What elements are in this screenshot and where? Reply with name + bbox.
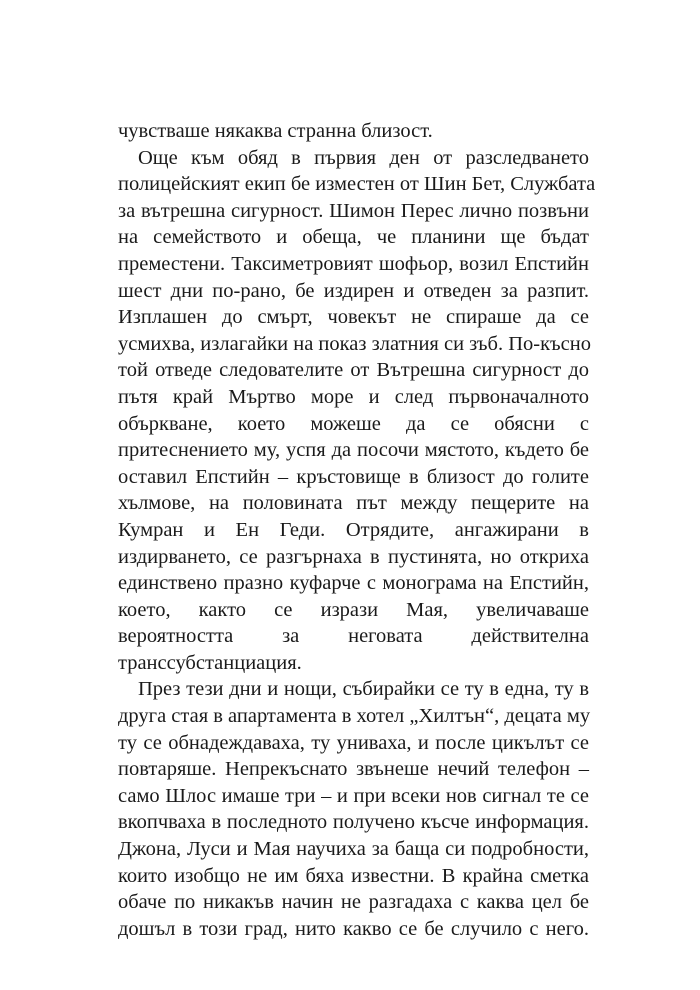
text-line: полицейският екип бе изместен от Шин Бет, Службата (118, 173, 596, 196)
paragraph-2 (118, 145, 596, 677)
text-line: само Шлос имаше три – и при всеки нов сигнал те се (118, 784, 589, 807)
text-line: транссубстанциация. (118, 651, 302, 674)
text-line: той отведе следователите от Вътрешна сигурност до (118, 359, 589, 382)
text-line: което, както се изрази Мая, увеличаваше (118, 598, 589, 621)
text-line: ту се обнадеждаваха, ту униваха, и после цикълът се (118, 731, 589, 754)
text-line: вкопчваха в последното получено късче информация. (118, 811, 589, 834)
text-line: вероятността за неговата действителна (118, 625, 589, 648)
paragraph-3 (118, 676, 589, 942)
text-line: друга стая в апартамента в хотел „Хилтън“, децата му (118, 705, 591, 728)
text-line: Още към обяд в първия ден от разследването (138, 146, 589, 169)
text-line: чувстваше някаква странна близост. (118, 120, 433, 142)
text-line: единствено празно куфарче с монограма на Епстийн, (118, 572, 589, 595)
text-line: повтаряше. Непрекъснато звънеше нечий телефон – (118, 758, 589, 781)
text-line: обаче по никакъв начин не разгадаха с каква цел бе (118, 891, 589, 914)
text-line: Кумран и Ен Геди. Отрядите, ангажирани в (118, 518, 589, 541)
text-line: шест дни по-рано, бе издирен и отведен за разпит. (118, 279, 589, 302)
text-line: за вътрешна сигурност. Шимон Перес лично позвъни (118, 199, 589, 222)
text-line: През тези дни и нощи, събирайки се ту в една, ту в (138, 678, 589, 701)
paragraph-1 (118, 118, 589, 145)
text-line: дошъл в този град, нито какво се бе случило с него. (118, 917, 589, 940)
text-line: оставил Епстийн – кръстовище в близост до голите (118, 465, 589, 488)
text-line: издирването, се разгърнаха в пустинята, но откриха (118, 545, 589, 568)
text-line: усмихва, излагайки на показ златния си зъб. По-късно (118, 332, 591, 355)
text-line: които изобщо не им бяха известни. В крайна сметка (118, 864, 589, 887)
text-line: пътя край Мъртво море и след първоначалното (118, 385, 589, 408)
text-line: притеснението му, успя да посочи мястото, където бе (118, 439, 589, 462)
text-line: Изплашен до смърт, човекът не спираше да се (118, 306, 589, 329)
text-line: хълмове, на половината път между пещерите на (118, 492, 589, 515)
text-line: Джона, Луси и Мая научиха за баща си подробности, (118, 838, 589, 861)
text-line: на семейството и обеща, че планини ще бъдат (118, 226, 589, 249)
text-line: объркване, което можеше да се обясни с (118, 412, 589, 435)
text-line: преместени. Таксиметровият шофьор, возил Епстийн (118, 252, 589, 275)
page-text (118, 118, 596, 942)
